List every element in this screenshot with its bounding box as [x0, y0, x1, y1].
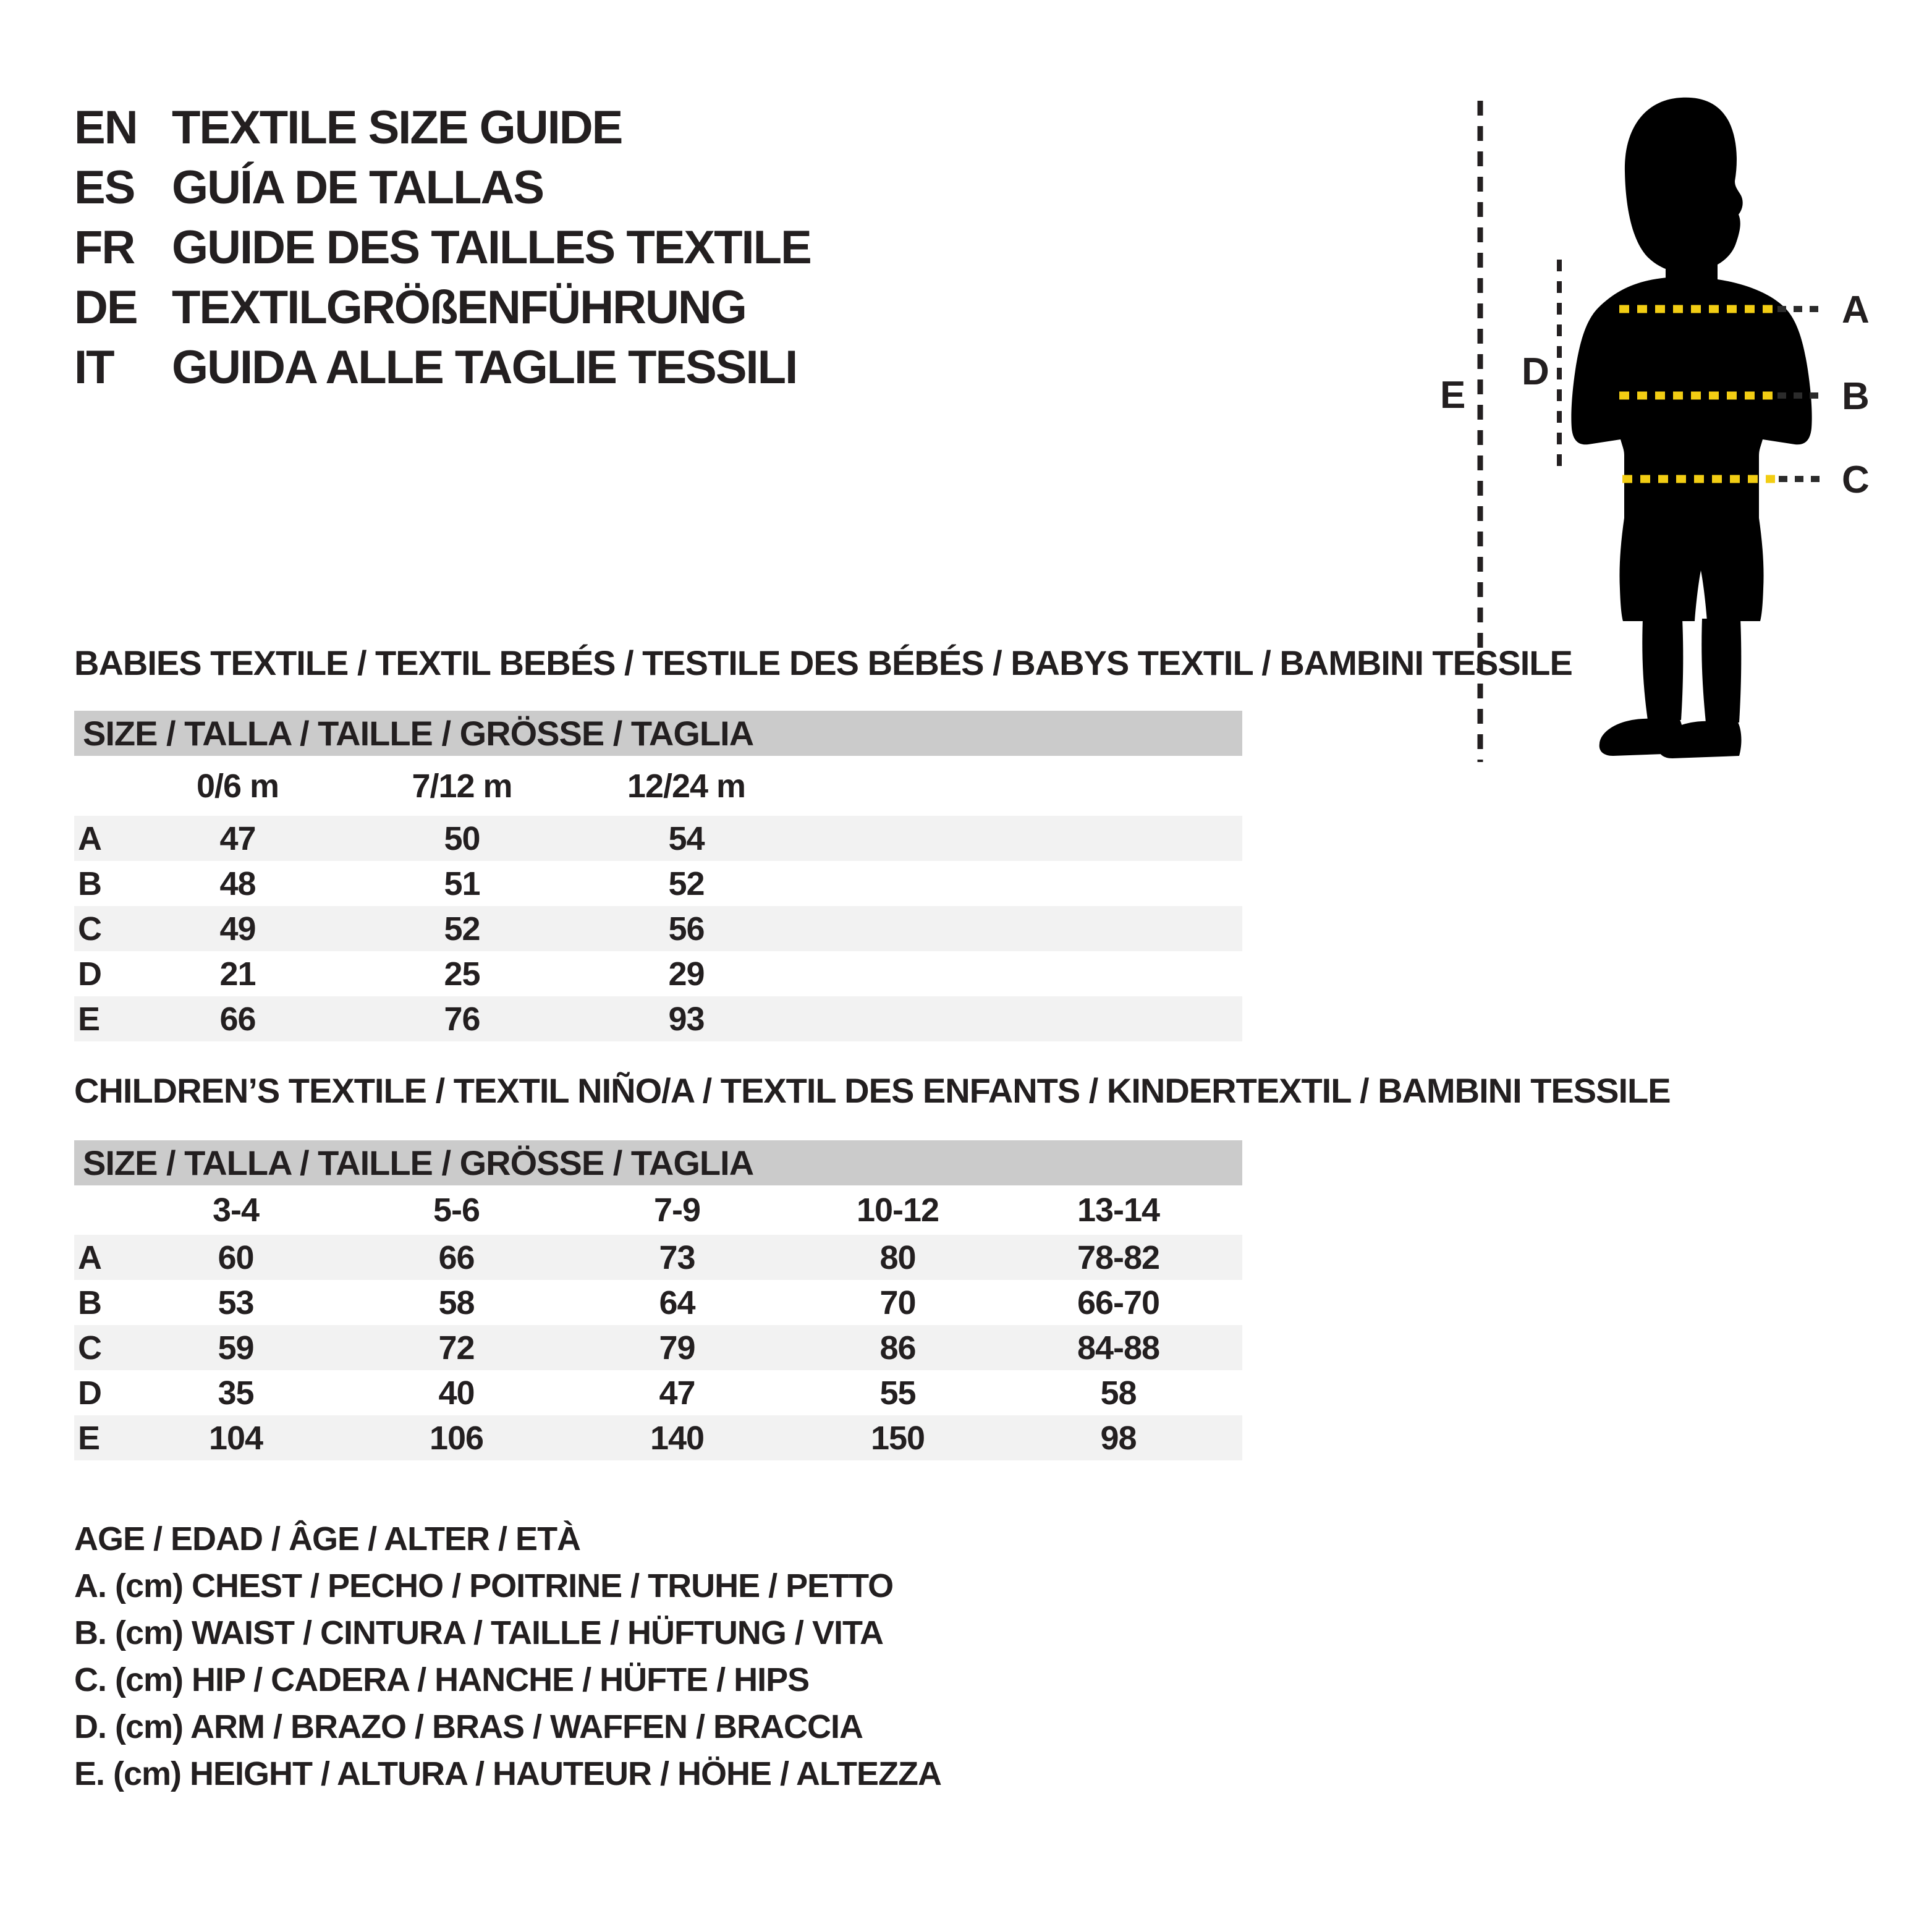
measurement-legend	[74, 1515, 941, 1797]
legend-line-arm: D. (cm) ARM / BRAZO / BRAS / WAFFEN / BRACCIA	[74, 1708, 863, 1745]
figure-label-c: C	[1842, 459, 1870, 501]
legend-line-chest: A. (cm) CHEST / PECHO / POITRINE / TRUHE / PETTO	[74, 1567, 894, 1604]
row-label: D	[78, 955, 102, 993]
measure-value: 54	[668, 820, 705, 857]
table-row-c	[74, 1325, 1242, 1370]
table-row-d	[74, 1370, 1242, 1415]
measure-value: 70	[879, 1284, 916, 1321]
child-silhouette	[1571, 98, 1811, 758]
language-row-it	[74, 337, 811, 397]
language-code: ES	[74, 161, 135, 214]
language-row-fr	[74, 218, 811, 278]
measure-value: 98	[1100, 1419, 1137, 1457]
column-header: 7-9	[653, 1192, 701, 1229]
measure-value: 73	[659, 1239, 695, 1276]
column-header: 7/12 m	[412, 767, 512, 805]
row-label: A	[78, 1239, 102, 1276]
measure-value: 47	[219, 820, 256, 857]
silhouette-shorts	[1619, 518, 1763, 621]
table-row-b	[74, 1280, 1242, 1325]
figure-label-b: B	[1842, 375, 1870, 418]
language-title: TEXTILE SIZE GUIDE	[172, 101, 622, 154]
table-row-c	[74, 906, 1242, 951]
measure-value: 58	[438, 1284, 475, 1321]
figure-label-a: A	[1842, 289, 1870, 331]
measure-value: 47	[659, 1374, 695, 1412]
legend-line-age: AGE / EDAD / ÂGE / ALTER / ETÀ	[74, 1520, 581, 1557]
measure-value: 60	[218, 1239, 254, 1276]
measure-value: 29	[668, 955, 705, 993]
measure-value: 80	[879, 1239, 916, 1276]
measure-value: 52	[668, 865, 705, 902]
measure-value: 21	[219, 955, 256, 993]
measure-value: 150	[870, 1419, 925, 1457]
measure-value: 106	[429, 1419, 484, 1457]
row-label: B	[78, 1284, 102, 1321]
legend-line-waist: B. (cm) WAIST / CINTURA / TAILLE / HÜFTUNG / VITA	[74, 1614, 883, 1651]
measure-value: 86	[879, 1329, 916, 1366]
row-label: E	[78, 1000, 101, 1038]
language-row-en	[74, 98, 811, 158]
silhouette-head	[1625, 98, 1743, 273]
figure-label-e: E	[1440, 374, 1466, 417]
measure-value: 51	[444, 865, 480, 902]
measure-value: 66	[438, 1239, 475, 1276]
measure-value: 25	[444, 955, 480, 993]
children-size-header-bar: SIZE / TALLA / TAILLE / GRÖSSE / TAGLIA	[74, 1140, 1242, 1185]
measure-value: 140	[650, 1419, 705, 1457]
silhouette-left-leg	[1642, 619, 1683, 720]
row-label: A	[78, 820, 102, 857]
legend-line-hip: C. (cm) HIP / CADERA / HANCHE / HÜFTE / HIPS	[74, 1661, 810, 1698]
measure-value: 104	[208, 1419, 263, 1457]
measure-value: 66-70	[1077, 1284, 1160, 1321]
babies-column-header-row	[74, 756, 1242, 816]
row-label: B	[78, 865, 102, 902]
measure-value: 52	[444, 910, 480, 947]
language-code: FR	[74, 221, 135, 274]
measure-value: 78-82	[1077, 1239, 1160, 1276]
table-row-e	[74, 996, 1242, 1041]
row-label: C	[78, 1329, 102, 1366]
column-header: 13-14	[1077, 1192, 1160, 1229]
legend-line-height: E. (cm) HEIGHT / ALTURA / HAUTEUR / HÖHE / ALTEZZA	[74, 1755, 941, 1792]
measure-value: 49	[219, 910, 256, 947]
children-column-header-row	[74, 1185, 1242, 1235]
measure-value: 35	[218, 1374, 254, 1412]
row-label: E	[78, 1419, 101, 1457]
figure-label-d: D	[1522, 350, 1549, 393]
language-title: GUÍA DE TALLAS	[172, 161, 544, 214]
language-code: IT	[74, 341, 114, 394]
table-row-a	[74, 1235, 1242, 1280]
measure-value: 40	[438, 1374, 475, 1412]
measure-value: 76	[444, 1000, 480, 1038]
language-title: GUIDE DES TAILLES TEXTILE	[172, 221, 811, 274]
language-row-es	[74, 158, 811, 218]
language-code: EN	[74, 101, 137, 154]
measure-value: 66	[219, 1000, 256, 1038]
measure-value: 79	[659, 1329, 695, 1366]
children-section-heading: CHILDREN’S TEXTILE / TEXTIL NIÑO/A / TEXTIL DES ENFANTS / KINDERTEXTIL / BAMBINI TESSILE	[74, 1071, 1671, 1110]
babies-size-table	[74, 711, 1242, 1041]
column-header: 10-12	[856, 1192, 939, 1229]
language-title: TEXTILGRÖßENFÜHRUNG	[172, 281, 746, 334]
measure-value: 55	[879, 1374, 916, 1412]
children-size-table	[74, 1140, 1242, 1460]
language-title: GUIDA ALLE TAGLIE TESSILI	[172, 341, 797, 394]
table-row-e	[74, 1415, 1242, 1460]
measure-value: 48	[219, 865, 256, 902]
table-row-d	[74, 951, 1242, 996]
measure-value: 58	[1100, 1374, 1137, 1412]
babies-size-header-bar: SIZE / TALLA / TAILLE / GRÖSSE / TAGLIA	[74, 711, 1242, 756]
column-header: 3-4	[212, 1192, 260, 1229]
table-row-a	[74, 816, 1242, 861]
row-label: D	[78, 1374, 102, 1412]
measure-value: 93	[668, 1000, 705, 1038]
language-header	[74, 98, 811, 397]
measure-value: 64	[659, 1284, 695, 1321]
language-code: DE	[74, 281, 137, 334]
column-header: 12/24 m	[627, 767, 746, 805]
measure-value: 84-88	[1077, 1329, 1160, 1366]
measure-value: 56	[668, 910, 705, 947]
row-label: C	[78, 910, 102, 947]
measure-value: 72	[438, 1329, 475, 1366]
column-header: 0/6 m	[196, 767, 279, 805]
language-row-de	[74, 278, 811, 337]
silhouette-right-leg	[1701, 619, 1741, 722]
table-row-b	[74, 861, 1242, 906]
measure-value: 59	[218, 1329, 254, 1366]
measure-value: 53	[218, 1284, 254, 1321]
babies-section-heading: BABIES TEXTILE / TEXTIL BEBÉS / TESTILE DES BÉBÉS / BABYS TEXTIL / BAMBINI TESSILE	[74, 643, 1572, 682]
column-header: 5-6	[433, 1192, 480, 1229]
measure-value: 50	[444, 820, 480, 857]
